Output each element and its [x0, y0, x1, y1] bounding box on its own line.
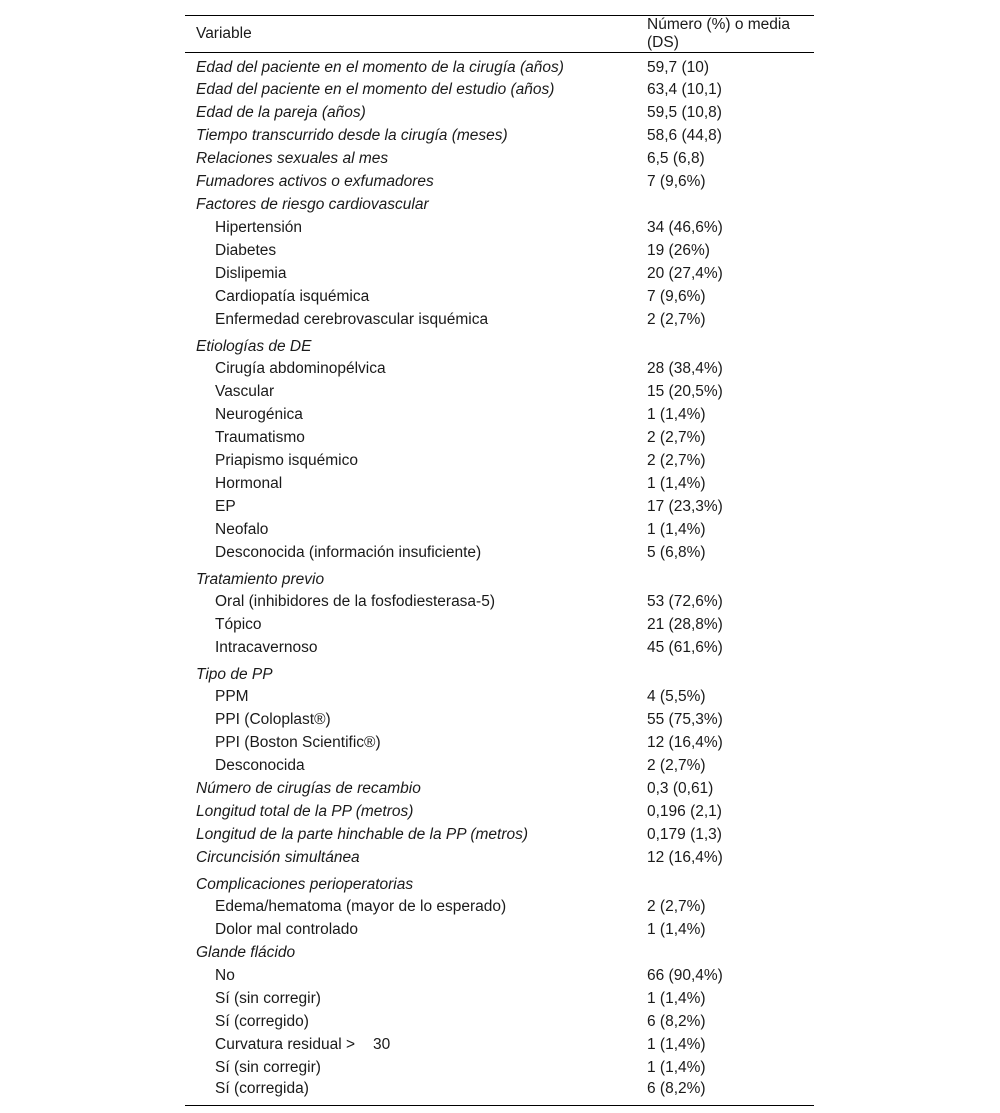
- row-label: Relaciones sexuales al mes: [196, 149, 389, 167]
- table-row: [185, 101, 814, 124]
- row-label: Dislipemia: [215, 264, 287, 282]
- table-header-row: [185, 16, 814, 53]
- section-heading-row: [185, 331, 814, 357]
- table-row: [185, 357, 814, 380]
- row-value: 2 (2,7%): [647, 897, 706, 915]
- row-label: PPI (Boston Scientific®): [215, 733, 381, 751]
- row-label: Edad del paciente en el momento del estudio (años): [196, 80, 555, 98]
- row-value: 6,5 (6,8): [647, 149, 705, 167]
- row-label: Traumatismo: [215, 428, 305, 446]
- table-row: [185, 262, 814, 285]
- table-row: [185, 754, 814, 777]
- row-value: 1 (1,4%): [647, 920, 706, 938]
- header-variable: Variable: [196, 25, 252, 42]
- section-heading: Tipo de PP: [196, 666, 273, 683]
- table-row: [185, 541, 814, 564]
- row-value: 28 (38,4%): [647, 359, 723, 377]
- row-value: 0,3 (0,61): [647, 779, 714, 797]
- table-row: [185, 495, 814, 518]
- row-value: 2 (2,7%): [647, 428, 706, 446]
- row-label: Sí (sin corregir): [215, 989, 321, 1007]
- row-value: 2 (2,7%): [647, 310, 706, 328]
- table-row: [185, 239, 814, 262]
- row-label: Longitud total de la PP (metros): [196, 802, 414, 820]
- row-value: 45 (61,6%): [647, 638, 723, 656]
- row-value: 20 (27,4%): [647, 264, 723, 282]
- row-value: 34 (46,6%): [647, 218, 723, 236]
- table-row: [185, 308, 814, 331]
- row-label: Intracavernoso: [215, 638, 318, 656]
- table-row: [185, 403, 814, 426]
- row-label: Fumadores activos o exfumadores: [196, 172, 434, 190]
- row-label: Edad de la pareja (años): [196, 103, 366, 121]
- row-label: Sí (corregido): [215, 1012, 309, 1030]
- row-value: 2 (2,7%): [647, 451, 706, 469]
- row-label-suffix: 30: [373, 1035, 391, 1053]
- table-row: [185, 823, 814, 846]
- row-label: Cirugía abdominopélvica: [215, 359, 386, 377]
- row-label: Circuncisión simultánea: [196, 848, 360, 866]
- table-row: [185, 777, 814, 800]
- row-value: 6 (8,2%): [647, 1080, 706, 1097]
- table-row: [185, 800, 814, 823]
- table-row: [185, 964, 814, 987]
- section-heading-row: [185, 659, 814, 685]
- row-value: 0,196 (2,1): [647, 802, 722, 820]
- row-value: 66 (90,4%): [647, 966, 723, 984]
- row-label: Sí (sin corregir): [215, 1058, 321, 1076]
- row-label: Neurogénica: [215, 405, 303, 423]
- section-heading-row: [185, 941, 814, 964]
- row-label: Edad del paciente en el momento de la cirugía (años): [196, 59, 564, 76]
- row-value: 15 (20,5%): [647, 382, 723, 400]
- row-value: 1 (1,4%): [647, 474, 706, 492]
- row-value: 17 (23,3%): [647, 497, 723, 515]
- row-label: Hormonal: [215, 474, 283, 492]
- row-value: 53 (72,6%): [647, 592, 723, 610]
- table-row: [185, 708, 814, 731]
- section-heading-row: [185, 869, 814, 895]
- section-heading: Complicaciones perioperatorias: [196, 876, 414, 893]
- row-label: Edema/hematoma (mayor de lo esperado): [215, 897, 507, 915]
- section-heading: Etiologías de DE: [196, 338, 312, 355]
- table-row: [185, 380, 814, 403]
- variables-table: [185, 15, 814, 1106]
- table-row: [185, 147, 814, 170]
- row-label: Oral (inhibidores de la fosfodiesterasa-5): [215, 592, 495, 610]
- row-label: Diabetes: [215, 241, 277, 259]
- row-label: Hipertensión: [215, 218, 303, 236]
- table-row: [185, 613, 814, 636]
- row-label: EP: [215, 497, 236, 515]
- row-label: Número de cirugías de recambio: [196, 779, 421, 797]
- row-value: 58,6 (44,8): [647, 126, 722, 144]
- row-label: Vascular: [215, 382, 275, 400]
- row-value: 12 (16,4%): [647, 848, 723, 866]
- row-value: 7 (9,6%): [647, 287, 706, 305]
- table-row: [185, 846, 814, 869]
- row-value: 1 (1,4%): [647, 405, 706, 423]
- row-label: Desconocida (información insuficiente): [215, 543, 482, 561]
- section-heading: Tratamiento previo: [196, 571, 325, 588]
- table-row: [185, 170, 814, 193]
- table-row: [185, 78, 814, 101]
- section-heading-row: [185, 193, 814, 216]
- table-row: [185, 124, 814, 147]
- row-value: 7 (9,6%): [647, 172, 706, 190]
- row-label: Longitud de la parte hinchable de la PP (metros): [196, 825, 529, 843]
- row-label: Sí (corregida): [215, 1080, 309, 1097]
- table-row: [185, 1010, 814, 1033]
- section-heading: Glande flácido: [196, 943, 296, 961]
- table-row: [185, 1056, 814, 1079]
- row-value: 21 (28,8%): [647, 615, 723, 633]
- table-row: [185, 216, 814, 239]
- row-label: Curvatura residual >: [215, 1035, 355, 1053]
- row-value: 1 (1,4%): [647, 1035, 706, 1053]
- row-label: Cardiopatía isquémica: [215, 287, 370, 305]
- row-value: 1 (1,4%): [647, 520, 706, 538]
- row-value: 19 (26%): [647, 241, 710, 259]
- table-row: [185, 1033, 814, 1056]
- row-label: Priapismo isquémico: [215, 451, 358, 469]
- row-label: Neofalo: [215, 520, 269, 538]
- table-row: [185, 426, 814, 449]
- header-value: Número (%) o media (DS): [647, 16, 790, 51]
- row-value: 1 (1,4%): [647, 989, 706, 1007]
- row-label: PPI (Coloplast®): [215, 710, 331, 728]
- row-label: Tiempo transcurrido desde la cirugía (meses): [196, 126, 508, 144]
- row-value: 4 (5,5%): [647, 687, 706, 705]
- table-row: [185, 518, 814, 541]
- row-value: 0,179 (1,3): [647, 825, 722, 843]
- row-label: Tópico: [215, 615, 262, 633]
- table-row: [185, 590, 814, 613]
- row-label: No: [215, 966, 235, 984]
- row-value: 1 (1,4%): [647, 1058, 706, 1076]
- row-value: 59,7 (10): [647, 59, 710, 76]
- section-heading: Factores de riesgo cardiovascular: [196, 195, 429, 213]
- row-value: 63,4 (10,1): [647, 80, 722, 98]
- table-row: [185, 685, 814, 708]
- row-label: Enfermedad cerebrovascular isquémica: [215, 310, 489, 328]
- row-label: Desconocida: [215, 756, 305, 774]
- table-row: [185, 636, 814, 659]
- data-table-container: [185, 15, 814, 1106]
- section-heading-row: [185, 564, 814, 590]
- table-row: [185, 449, 814, 472]
- row-label: Dolor mal controlado: [215, 920, 359, 938]
- row-label-cell: [185, 1033, 647, 1056]
- table-row: [185, 918, 814, 941]
- row-label: PPM: [215, 687, 249, 705]
- table-row: [185, 987, 814, 1010]
- table-row: [185, 895, 814, 918]
- row-value: 5 (6,8%): [647, 543, 706, 561]
- row-value: 55 (75,3%): [647, 710, 723, 728]
- row-value: 2 (2,7%): [647, 756, 706, 774]
- table-row: [185, 1079, 814, 1106]
- row-value: 12 (16,4%): [647, 733, 723, 751]
- table-row: [185, 472, 814, 495]
- table-row: [185, 285, 814, 308]
- table-row: [185, 731, 814, 754]
- row-value: 59,5 (10,8): [647, 103, 722, 121]
- table-row: [185, 53, 814, 79]
- row-value: 6 (8,2%): [647, 1012, 706, 1030]
